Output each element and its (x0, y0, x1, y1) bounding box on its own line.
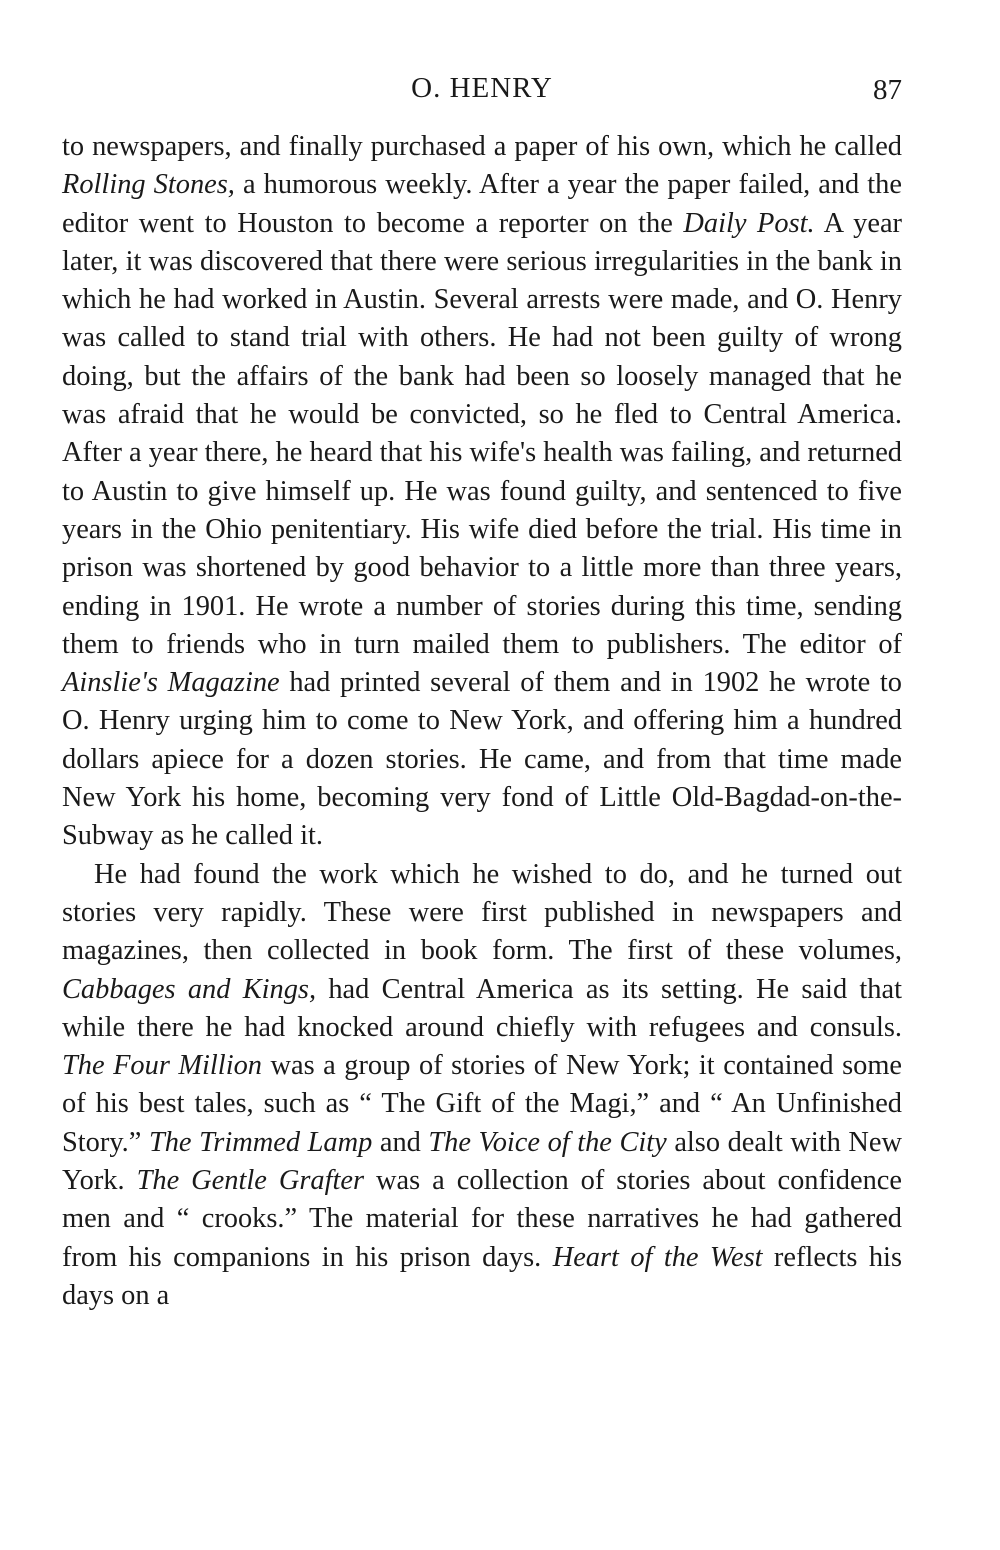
italic-title: Daily Post. (683, 207, 815, 239)
italic-title: The Voice of the City (428, 1126, 667, 1158)
text-run: had Central America as its setting. He said that while there he had knocked around chiefly with refugees and consuls. (62, 973, 902, 1043)
italic-title: The Trimmed Lamp (148, 1126, 373, 1158)
italic-title: Ainslie's Magazine (62, 667, 280, 699)
text-run: He had found the work which he wished to do, and he turned out stories very rapidly. These were first published in newspapers and magazines, then collected in book form. The first of these volumes, (62, 858, 902, 967)
italic-title: Rolling Stones, (62, 169, 235, 201)
text-run: was a collection of stories about confidence men and “ crooks.” The material for these narratives he had gathered from his companions in his prison days. (62, 1165, 902, 1273)
page-number: 87 (873, 74, 902, 106)
text-run: and (372, 1126, 429, 1158)
text-run: to newspapers, and finally purchased a paper of his own, which he called (62, 131, 902, 162)
text-run: also dealt with New York. (62, 1126, 902, 1197)
text-run: reflects his days on a (62, 1241, 902, 1311)
running-head: O. HENRY (411, 72, 553, 104)
body-text (62, 128, 902, 1315)
paragraph (62, 856, 902, 1316)
text-run: a humorous weekly. After a year the paper failed, and the editor went to Houston to become a reporter on the (62, 169, 902, 239)
page-header (62, 70, 902, 110)
text-run: had printed several of them and in 1902 he wrote to O. Henry urging him to come to New York, and offering him a hundred dollars apiece for a dozen stories. He came, and from that time made New York his home, becoming very fond of Little Old-Bagdad-on-the-Subway as he called it. (62, 667, 902, 852)
paragraph (62, 128, 902, 856)
italic-title: Cabbages and Kings, (62, 973, 317, 1005)
italic-title: Heart of the West (552, 1241, 763, 1273)
text-run: was a group of stories of New York; it contained some of his best tales, such as “ The Gift of the Magi,” and “ An Unfinished Story.” (62, 1050, 903, 1158)
italic-title: The Gentle Grafter (136, 1165, 365, 1197)
text-run: A year later, it was discovered that there were serious irregularities in the bank in which he had worked in Austin. Several arrests were made, and O. Henry was called to stand trial with others. He had not been guilty of wrong doing, but the affairs of the bank had been so loosely managed that he was afraid that he would be convicted, so he fled to Central America. After a year there, he heard that his wife's health was failing, and returned to Austin to give himself up. He was found guilty, and sentenced to five years in the Ohio penitentiary. His wife died before the trial. His time in prison was shortened by good behavior to a little more than three years, ending in 1901. He wrote a number of stories during this time, sending them to friends who in turn mailed them to publishers. The editor of (62, 207, 903, 660)
italic-title: The Four Million (62, 1050, 262, 1082)
